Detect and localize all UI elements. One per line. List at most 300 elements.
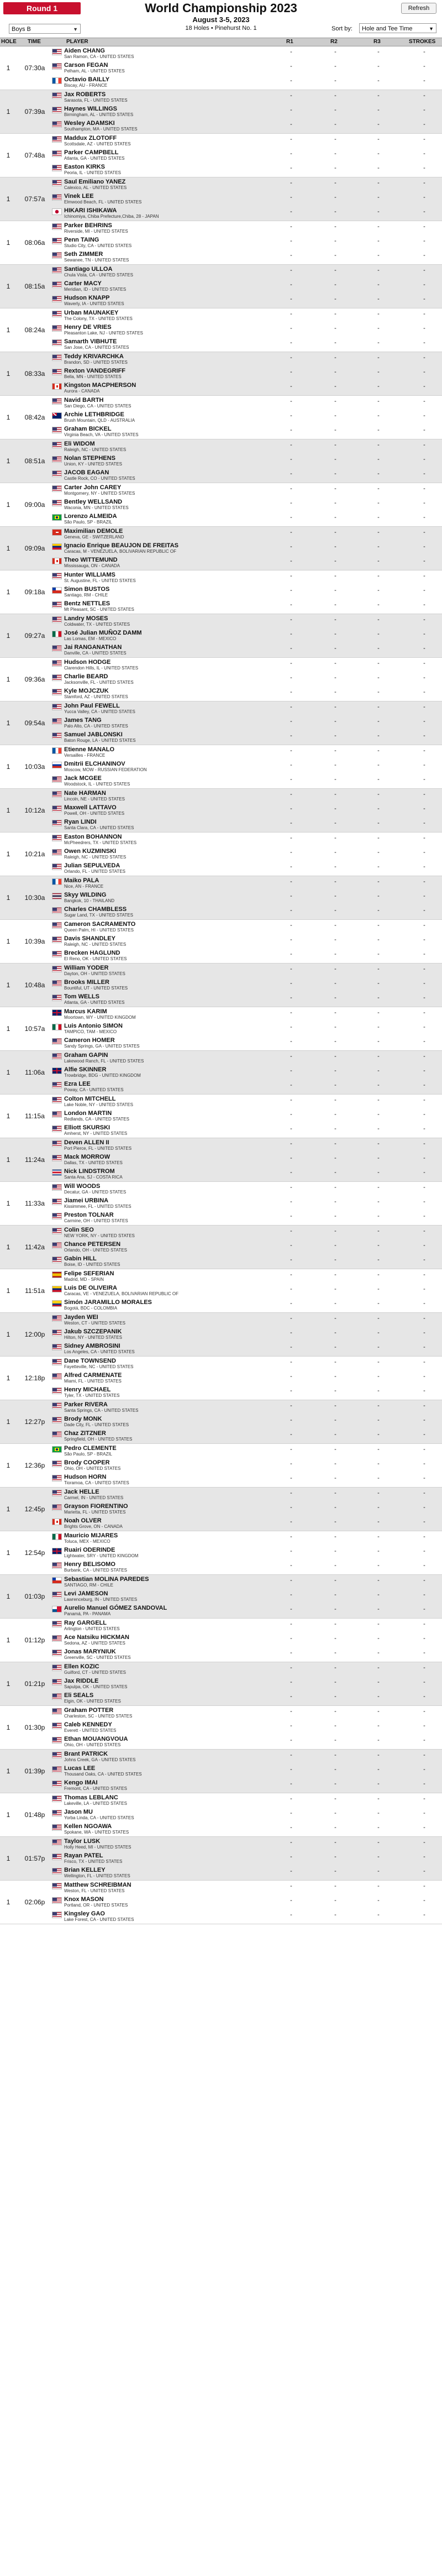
player-row[interactable] [0, 1619, 442, 1633]
player-name[interactable]: Brody COOPER [64, 1459, 110, 1466]
player-row[interactable] [0, 1298, 442, 1312]
player-name[interactable]: Eli SEALS [64, 1692, 94, 1699]
player-row[interactable] [0, 1109, 442, 1123]
player-row[interactable] [0, 1546, 442, 1560]
player-row[interactable] [0, 570, 442, 585]
player-name[interactable]: Jiamei URBINA [64, 1197, 109, 1204]
player-row[interactable] [0, 250, 442, 264]
player-name[interactable]: Navid BARTH [64, 397, 104, 404]
player-row[interactable] [0, 1793, 442, 1808]
player-name[interactable]: Knox MASON [64, 1896, 104, 1903]
player-name[interactable]: Parker CAMPBELL [64, 149, 119, 156]
r1-score: - [290, 645, 292, 652]
player-row[interactable] [0, 1851, 442, 1866]
player-row[interactable] [0, 949, 442, 963]
player-row[interactable] [0, 876, 442, 891]
player-row[interactable] [0, 527, 442, 541]
player-row[interactable] [0, 847, 442, 861]
player-row[interactable] [0, 1604, 442, 1618]
player-name[interactable]: José Julian MUÑOZ DAMM [64, 630, 142, 636]
player-name[interactable]: Simon BUSTOS [64, 586, 110, 593]
player-name[interactable]: Jax RIDDLE [64, 1678, 99, 1684]
player-row[interactable] [0, 1051, 442, 1065]
player-row[interactable] [0, 468, 442, 483]
player-row[interactable] [0, 1735, 442, 1749]
player-name[interactable]: Parker BEHRINS [64, 222, 112, 229]
player-row[interactable] [0, 1866, 442, 1880]
player-row[interactable] [0, 265, 442, 279]
player-name[interactable]: Brody MONK [64, 1416, 102, 1422]
player-name[interactable]: Hudson KNAPP [64, 295, 110, 301]
player-row[interactable] [0, 760, 442, 774]
player-name[interactable]: Aiden CHANG [64, 48, 105, 54]
player-name[interactable]: Lorenzo ALMEIDA [64, 513, 117, 520]
tee-group [0, 483, 442, 527]
player-row[interactable] [0, 337, 442, 352]
player-row[interactable] [0, 1415, 442, 1429]
player-row[interactable] [0, 192, 442, 206]
player-location: Madrid, MD - SPAIN [64, 1277, 104, 1282]
r1-score: - [290, 1067, 292, 1074]
player-name[interactable]: Davis SHANDLEY [64, 935, 115, 942]
player-name[interactable]: Sidney AMBROSINI [64, 1343, 120, 1349]
player-name[interactable]: James TANG [64, 717, 102, 724]
player-name[interactable]: Kingston MACPHERSON [64, 382, 136, 389]
player-row[interactable] [0, 352, 442, 366]
player-row[interactable] [0, 1473, 442, 1487]
player-row[interactable] [0, 978, 442, 992]
player-name[interactable]: Chance PETERSEN [64, 1241, 121, 1248]
player-name[interactable]: Deven ALLEN II [64, 1139, 109, 1146]
r3-score: - [377, 1184, 380, 1191]
player-row[interactable] [0, 221, 442, 235]
player-row[interactable] [0, 235, 442, 250]
player-row[interactable] [0, 163, 442, 177]
player-row[interactable] [0, 1357, 442, 1371]
player-name[interactable]: Henry DE VRIES [64, 324, 112, 331]
player-row[interactable] [0, 75, 442, 90]
hole-number: 1 [6, 938, 10, 945]
chevron-down-icon: ▼ [429, 26, 434, 32]
player-name[interactable]: Etienne MANALO [64, 746, 115, 753]
player-name[interactable]: Caleb KENNEDY [64, 1721, 112, 1728]
player-row[interactable] [0, 891, 442, 905]
player-row[interactable] [0, 1342, 442, 1356]
player-row[interactable] [0, 177, 442, 192]
strokes-score: - [423, 1271, 425, 1278]
player-name[interactable]: Jonas MARYNIUK [64, 1648, 116, 1655]
player-row[interactable] [0, 1153, 442, 1167]
player-row[interactable] [0, 1909, 442, 1924]
player-name[interactable]: Lucas LEE [64, 1765, 96, 1772]
player-row[interactable] [0, 1647, 442, 1662]
player-name[interactable]: Parker RIVERA [64, 1401, 108, 1408]
player-row[interactable] [0, 905, 442, 919]
player-name[interactable]: Maxwell LATTAVO [64, 804, 117, 811]
player-row[interactable] [0, 1313, 442, 1327]
player-row[interactable] [0, 1226, 442, 1240]
player-row[interactable] [0, 1677, 442, 1691]
player-name[interactable]: Henry MICHAEL [64, 1386, 111, 1393]
player-name[interactable]: Rexton VANDEGRIFF [64, 368, 126, 374]
player-name[interactable]: Graham GAPIN [64, 1052, 108, 1059]
player-row[interactable] [0, 643, 442, 657]
player-row[interactable] [0, 1662, 442, 1677]
player-name[interactable]: Elliott SKURSKI [64, 1124, 110, 1131]
player-name[interactable]: Nate HARMAN [64, 790, 106, 797]
r1-score: - [290, 1664, 292, 1671]
player-row[interactable] [0, 803, 442, 818]
player-row[interactable] [0, 1211, 442, 1225]
player-row[interactable] [0, 774, 442, 788]
col-player[interactable]: PLAYER [66, 39, 88, 45]
player-name[interactable]: Eli WIDOM [64, 441, 95, 447]
player-name[interactable]: Kingsley GAO [64, 1910, 105, 1917]
player-row[interactable] [0, 934, 442, 949]
player-name[interactable]: Thomas LEBLANC [64, 1794, 118, 1801]
player-row[interactable] [0, 745, 442, 760]
player-row[interactable] [0, 425, 442, 439]
player-row[interactable] [0, 1516, 442, 1531]
player-row[interactable] [0, 1036, 442, 1050]
player-name[interactable]: Saul Emiliano YANEZ [64, 179, 126, 185]
player-name[interactable]: Ezra LEE [64, 1081, 91, 1087]
r3-score: - [377, 208, 380, 215]
player-name[interactable]: Owen KUZMINSKI [64, 848, 117, 855]
player-name[interactable]: Ryan LINDI [64, 819, 97, 825]
player-row[interactable] [0, 483, 442, 498]
player-name[interactable]: Nolan STEPHENS [64, 455, 115, 462]
player-name[interactable]: Hudson HORN [64, 1474, 107, 1480]
player-row[interactable] [0, 1240, 442, 1254]
player-name[interactable]: Kyle MOJCZUK [64, 688, 109, 694]
player-row[interactable] [0, 119, 442, 133]
player-name[interactable]: Kengo IMAI [64, 1779, 98, 1786]
player-row[interactable] [0, 1837, 442, 1851]
hole-number: 1 [6, 719, 10, 727]
refresh-button[interactable]: Refresh [401, 3, 436, 14]
player-row[interactable] [0, 1385, 442, 1400]
player-name[interactable]: Brant PATRICK [64, 1751, 108, 1757]
player-row[interactable] [0, 1881, 442, 1895]
player-name[interactable]: Dane TOWNSEND [64, 1358, 116, 1364]
player-name[interactable]: Grayson FIORENTINO [64, 1503, 128, 1510]
player-name[interactable]: Luis Antonio SIMON [64, 1023, 123, 1029]
player-row[interactable] [0, 1458, 442, 1473]
player-row[interactable] [0, 1022, 442, 1036]
player-name[interactable]: Theo WITTEMUND [64, 557, 118, 563]
player-row[interactable] [0, 861, 442, 876]
player-name[interactable]: Archie LETHBRIDGE [64, 411, 124, 418]
player-name[interactable]: Marcus KARIM [64, 1008, 107, 1015]
player-name[interactable]: Urban MAUNAKEY [64, 310, 119, 316]
player-row[interactable] [0, 1575, 442, 1589]
player-name[interactable]: Sebastian MOLINA PAREDES [64, 1576, 149, 1583]
player-row[interactable] [0, 308, 442, 323]
col-r1[interactable]: R1 [286, 39, 293, 45]
player-row[interactable] [0, 439, 442, 454]
player-name[interactable]: Chaz ZITZNER [64, 1430, 106, 1437]
player-row[interactable] [0, 46, 442, 61]
player-row[interactable] [0, 1400, 442, 1415]
player-row[interactable] [0, 90, 442, 104]
player-name[interactable]: Cameron SACRAMENTO [64, 921, 136, 928]
player-name[interactable]: Colin SEO [64, 1227, 94, 1233]
player-row[interactable] [0, 1706, 442, 1720]
player-row[interactable] [0, 1488, 442, 1502]
col-hole[interactable]: HOLE [1, 39, 17, 45]
player-name[interactable]: Nick LINDSTROM [64, 1168, 115, 1175]
player-name[interactable]: Ace Natsiku HICKMAN [64, 1634, 129, 1641]
player-row[interactable] [0, 833, 442, 847]
player-name[interactable]: Dmitrii ELCHANINOV [64, 761, 125, 767]
player-name[interactable]: Haynes WILLINGS [64, 106, 117, 112]
player-name[interactable]: Carter MACY [64, 280, 102, 287]
player-row[interactable] [0, 1808, 442, 1822]
player-name[interactable]: Brecken HAGLUND [64, 950, 120, 956]
player-name[interactable]: Julian SEPULVEDA [64, 862, 120, 869]
player-row[interactable] [0, 1444, 442, 1458]
player-name[interactable]: Aurelio Manuel GÓMEZ SANDOVAL [64, 1605, 167, 1611]
player-name[interactable]: HIKARI ISHIKAWA [64, 207, 117, 214]
player-row[interactable] [0, 629, 442, 643]
player-row[interactable] [0, 512, 442, 526]
player-name[interactable]: Noah OLVER [64, 1517, 102, 1524]
col-r3[interactable]: R3 [373, 39, 381, 45]
player-name[interactable]: Octavio BAILLY [64, 76, 110, 83]
player-row[interactable] [0, 1560, 442, 1574]
player-name[interactable]: Jax ROBERTS [64, 91, 106, 98]
player-name[interactable]: Luis DE OLIVEIRA [64, 1285, 117, 1291]
player-name[interactable]: Brian KELLEY [64, 1867, 106, 1873]
player-name[interactable]: Samarth VIBHUTE [64, 338, 117, 345]
player-row[interactable] [0, 1284, 442, 1298]
player-row[interactable] [0, 1182, 442, 1196]
player-row[interactable] [0, 134, 442, 148]
player-row[interactable] [0, 1633, 442, 1647]
player-name[interactable]: Hunter WILLIAMS [64, 572, 115, 578]
player-name[interactable]: Alfred CARMENATE [64, 1372, 122, 1379]
player-name[interactable]: Mauricio MIJARES [64, 1532, 118, 1539]
player-row[interactable] [0, 1254, 442, 1269]
player-name[interactable]: Preston TOLNAR [64, 1212, 114, 1218]
player-row[interactable] [0, 148, 442, 163]
player-name[interactable]: London MARTIN [64, 1110, 112, 1117]
player-location: Pelham, AL - UNITED STATES [64, 69, 125, 74]
player-name[interactable]: Jack MCGEE [64, 775, 102, 782]
player-name[interactable]: Ruairi ODERINDE [64, 1547, 115, 1553]
player-name[interactable]: Ray GARGELL [64, 1620, 107, 1626]
player-name[interactable]: Graham BICKEL [64, 426, 112, 432]
player-row[interactable] [0, 541, 442, 556]
player-name[interactable]: Tom WELLS [64, 993, 99, 1000]
player-row[interactable] [0, 1138, 442, 1153]
tee-group [0, 1444, 442, 1488]
player-row[interactable] [0, 1895, 442, 1909]
player-name[interactable]: Vinek LEE [64, 193, 94, 200]
player-name[interactable]: Samuel JABLONSKI [64, 731, 123, 738]
player-name[interactable]: Pedro CLEMENTE [64, 1445, 117, 1452]
player-row[interactable] [0, 206, 442, 221]
r3-score: - [377, 194, 380, 201]
player-name[interactable]: Cameron HOMER [64, 1037, 115, 1044]
player-row[interactable] [0, 1822, 442, 1836]
tee-time: 07:48a [24, 151, 45, 159]
player-row[interactable] [0, 1429, 442, 1443]
player-row[interactable] [0, 104, 442, 119]
player-row[interactable] [0, 992, 442, 1007]
r2-score: - [334, 1271, 336, 1278]
player-name[interactable]: Ethan MOUANGVOUA [64, 1736, 128, 1742]
player-name[interactable]: Bentley WELLSAND [64, 499, 123, 505]
player-row[interactable] [0, 1371, 442, 1385]
player-row[interactable] [0, 672, 442, 687]
player-row[interactable] [0, 1778, 442, 1793]
player-name[interactable]: Matthew SCHREIBMAN [64, 1882, 131, 1888]
player-name[interactable]: Ignacio Enrique BEAUJON DE FREITAS [64, 542, 178, 549]
r2-score: - [334, 1256, 336, 1263]
player-name[interactable]: Wesley ADAMSKI [64, 120, 115, 127]
player-name[interactable]: Rayan PATEL [64, 1852, 103, 1859]
r2-score: - [334, 543, 336, 550]
player-row[interactable] [0, 789, 442, 803]
player-name[interactable]: Santiago ULLOA [64, 266, 113, 273]
player-row[interactable] [0, 454, 442, 468]
player-row[interactable] [0, 920, 442, 934]
player-name[interactable]: Will WOODS [64, 1183, 101, 1190]
player-name[interactable]: Skyy WILDING [64, 892, 107, 898]
player-row[interactable] [0, 599, 442, 614]
player-name[interactable]: Colton MITCHELL [64, 1096, 116, 1102]
player-row[interactable] [0, 279, 442, 294]
col-strokes[interactable]: STROKES [409, 39, 436, 45]
player-name[interactable]: William YODER [64, 965, 109, 971]
player-row[interactable] [0, 964, 442, 978]
player-row[interactable] [0, 1327, 442, 1342]
player-row[interactable] [0, 294, 442, 308]
player-row[interactable] [0, 366, 442, 381]
player-name[interactable]: Carson FEGAN [64, 62, 108, 69]
player-name[interactable]: Felipe SEFERIAN [64, 1270, 114, 1277]
tee-time: 10:12a [24, 807, 45, 814]
player-name[interactable]: Jai RANGANATHAN [64, 644, 122, 651]
player-row[interactable] [0, 658, 442, 672]
player-row[interactable] [0, 410, 442, 425]
col-time[interactable]: TIME [28, 39, 41, 45]
player-row[interactable] [0, 1502, 442, 1516]
player-name[interactable]: Maximilian DEMOLE [64, 528, 123, 535]
player-name[interactable]: Maiko PALA [64, 877, 99, 884]
flag-icon [52, 1359, 62, 1365]
player-name[interactable]: Jason MU [64, 1809, 93, 1815]
player-name[interactable]: Taylor LUSK [64, 1838, 101, 1845]
r3-score: - [377, 1359, 380, 1365]
player-name[interactable]: Jayden WEI [64, 1314, 98, 1321]
division-select[interactable] [9, 24, 81, 34]
player-row[interactable] [0, 1764, 442, 1778]
strokes-score: - [423, 107, 425, 113]
player-name[interactable]: Carter John CAREY [64, 484, 122, 491]
player-row[interactable] [0, 1007, 442, 1022]
player-location: Danville, CA - UNITED STATES [64, 651, 127, 656]
r3-score: - [377, 485, 380, 492]
player-name[interactable]: Charlie BEARD [64, 673, 108, 680]
player-row[interactable] [0, 498, 442, 512]
player-row[interactable] [0, 61, 442, 75]
player-location: Biscay, AU - FRANCE [64, 83, 108, 88]
r2-score: - [334, 1300, 336, 1307]
player-row[interactable] [0, 1095, 442, 1109]
player-row[interactable] [0, 1065, 442, 1080]
player-row[interactable] [0, 818, 442, 832]
player-name[interactable]: Teddy KRIVARCHKA [64, 353, 124, 360]
round-badge[interactable]: Round 1 [3, 2, 81, 14]
player-name[interactable]: Jack HELLE [64, 1489, 99, 1495]
player-row[interactable] [0, 716, 442, 730]
player-row[interactable] [0, 1531, 442, 1546]
player-row[interactable] [0, 1720, 442, 1735]
player-row[interactable] [0, 1691, 442, 1705]
player-name[interactable]: Henry BELISOMO [64, 1561, 115, 1568]
player-row[interactable] [0, 687, 442, 701]
player-row[interactable] [0, 1750, 442, 1764]
player-name[interactable]: John Paul FEWELL [64, 703, 120, 709]
player-name[interactable]: Simón JARAMILLO MORALES [64, 1299, 152, 1306]
player-row[interactable] [0, 1167, 442, 1181]
player-name[interactable]: Ellen KOZIC [64, 1663, 99, 1670]
player-name[interactable]: Penn TAING [64, 237, 99, 243]
player-row[interactable] [0, 323, 442, 337]
player-name[interactable]: Mack MORROW [64, 1154, 110, 1160]
player-row[interactable] [0, 1196, 442, 1211]
player-row[interactable] [0, 614, 442, 629]
player-name[interactable]: Brooks MILLER [64, 979, 109, 986]
player-name[interactable]: Seth ZIMMER [64, 251, 103, 258]
player-name[interactable]: Easton KIRKS [64, 164, 105, 170]
player-location: Sapulpa, OK - UNITED STATES [64, 1684, 128, 1689]
player-row[interactable] [0, 1080, 442, 1094]
player-name[interactable]: Gabin HILL [64, 1255, 97, 1262]
player-name[interactable]: Alfie SKINNER [64, 1066, 107, 1073]
player-name[interactable]: Jakub SZCZEPANIK [64, 1328, 122, 1335]
hole-number: 1 [6, 1331, 10, 1338]
player-name[interactable]: Landry MOSES [64, 615, 108, 622]
sort-select[interactable] [359, 23, 436, 33]
player-row[interactable] [0, 396, 442, 410]
player-row[interactable] [0, 730, 442, 745]
strokes-score: - [423, 1752, 425, 1758]
player-name[interactable]: Bentz NETTLES [64, 600, 110, 607]
player-name[interactable]: Easton BOHANNON [64, 834, 122, 840]
player-row[interactable] [0, 1589, 442, 1604]
player-row[interactable] [0, 1269, 442, 1284]
player-row[interactable] [0, 556, 442, 570]
player-name[interactable]: Graham POTTER [64, 1707, 114, 1714]
player-name[interactable]: Kellen NGOAWA [64, 1823, 112, 1830]
player-name[interactable]: Levi JAMESON [64, 1590, 108, 1597]
player-row[interactable] [0, 381, 442, 395]
player-name[interactable]: JACOB EAGAN [64, 469, 109, 476]
player-name[interactable]: Charles CHAMBLESS [64, 906, 127, 913]
player-row[interactable] [0, 1123, 442, 1138]
r3-score: - [377, 369, 380, 375]
strokes-score: - [423, 1548, 425, 1554]
player-name[interactable]: Maddux ZLOTOFF [64, 135, 117, 142]
col-r2[interactable]: R2 [330, 39, 338, 45]
player-row[interactable] [0, 701, 442, 716]
player-name[interactable]: Hudson HODGE [64, 659, 111, 666]
player-row[interactable] [0, 585, 442, 599]
